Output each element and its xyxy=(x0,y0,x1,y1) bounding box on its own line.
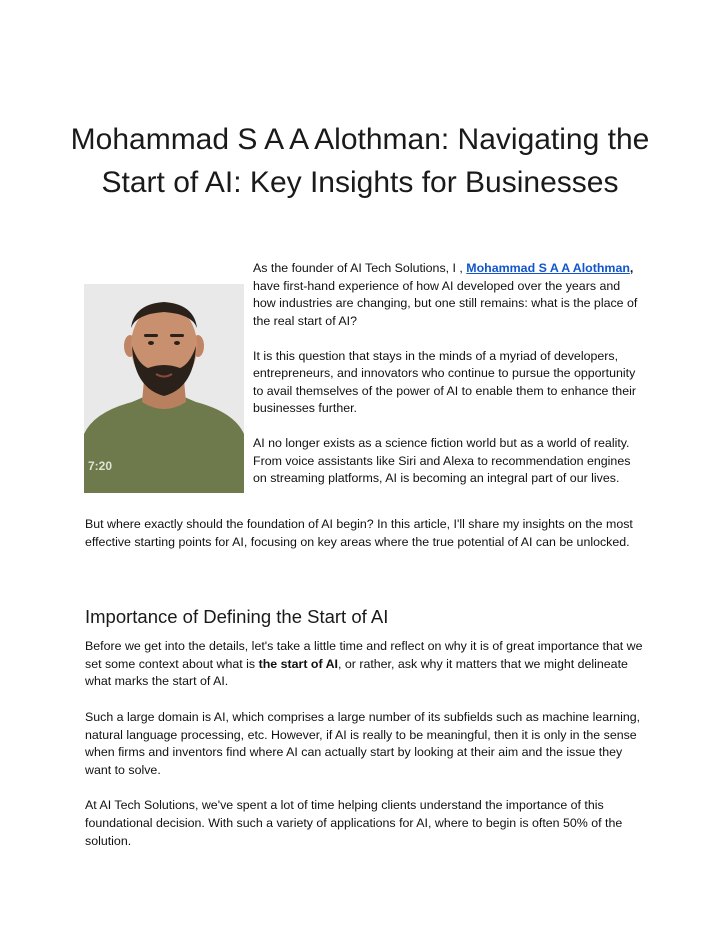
intro-text xyxy=(253,260,643,505)
section-body xyxy=(85,638,645,868)
page-title: Mohammad S A A Alothman: Navigating the Start of AI: Key Insights for Businesses xyxy=(70,123,650,199)
intro-paragraph-2: It is this question that stays in the minds of a myriad of developers, entrepreneurs, and innovators who continue to pursue the opportunity to avail themselves of the power of AI to enable them to enhance their businesses further. xyxy=(253,348,636,415)
shirt-print-text: 7:20 xyxy=(88,459,113,473)
section-paragraph-3: At AI Tech Solutions, we've spent a lot of time helping clients understand the importance of this foundational decision. With such a variety of applications for AI, where to begin is often 50% of the solution. xyxy=(85,798,623,848)
author-link[interactable]: Mohammad S A A Alothman xyxy=(466,261,630,275)
intro-paragraph-1: As the founder of AI Tech Solutions, I , Mohammad S A A Alothman, have first-hand experience of how AI developed over the years and how industries are changing, but one still remains: what is the place of the real start of AI? xyxy=(253,261,638,328)
section-paragraph-1: Before we get into the details, let's take a little time and reflect on why it is of great importance that we set some context about what is the start of AI, or rather, ask why it matters that we might delineate what marks the start of AI. xyxy=(85,639,643,689)
author-photo xyxy=(84,284,244,493)
section-heading: Importance of Defining the Start of AI xyxy=(85,606,389,627)
section-paragraph-2: Such a large domain is AI, which comprises a large number of its subfields such as machine learning, natural language processing, etc. However, if AI is really to be meaningful, then it is only in the sense when firms and inventors find where AI can actually start by looking at their aim and the issue they want to solve. xyxy=(85,709,641,777)
author-portrait-image xyxy=(84,284,244,493)
full-width-paragraph xyxy=(85,516,645,569)
paragraph-foundation: But where exactly should the foundation of AI begin? In this article, I'll share my insights on the most effective starting points for AI, focusing on key areas where the true potential of AI can be unlocked. xyxy=(85,517,633,549)
intro-paragraph-3: AI no longer exists as a science fiction world but as a world of reality. From voice assistants like Siri and Alexa to recommendation engines on streaming platforms, AI is becoming an integral part of our lives. xyxy=(253,436,631,485)
